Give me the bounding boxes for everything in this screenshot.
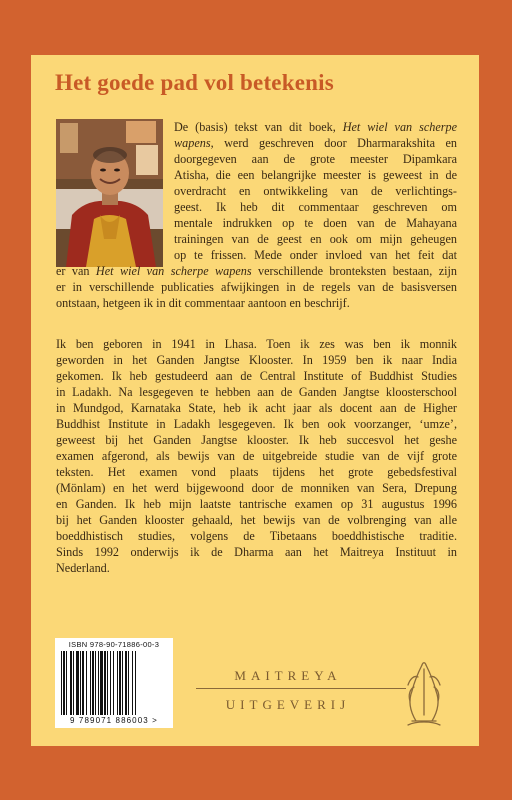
book-title: Het goede pad vol betekenis — [55, 70, 334, 95]
bio-line: Nederland. — [56, 561, 110, 575]
praying-hands-icon — [394, 655, 454, 727]
publisher-divider — [196, 688, 406, 689]
bio-line: boeddhistisch studies, volgens de Tibetaans boeddhistische traditie. — [56, 529, 457, 543]
bio-line: Sinds 1992 onderwijs ik de Dharma aan het Maitreya Instituut in — [56, 545, 457, 559]
intro-line: er van Het wiel van scherpe wapens verschillende bronteksten bestaan, zijn — [56, 264, 457, 278]
bio-line: examen afgerond, als bewijs van de uitgebreide studie van de vijf grote — [56, 449, 457, 463]
intro-line: op te frissen. Mede onder invloed van het feit dat — [174, 248, 457, 262]
intro-line: mentale indrukken op te doen van de Mahayana — [174, 216, 457, 230]
intro-line: overdracht en ontwikkeling van de verlichtings- — [174, 184, 457, 198]
publisher-name: MAITREYA — [234, 668, 342, 683]
bio-line: teksten. Het examen vond plaats tijdens het grote gebedsfestival — [56, 465, 457, 479]
intro-line: ontstaan, hetgeen ik in dit commentaar aantoon en beschrijf. — [56, 296, 350, 310]
intro-line: wapens, werd geschreven door Dharmarakshita en — [174, 136, 457, 150]
bio-line: gekomen. Ik heb gestudeerd aan de Central Institute of Buddhist Studies — [56, 369, 457, 383]
barcode-number: 9 789071 886003 > — [70, 716, 158, 725]
bio-line: bij het Ganden klooster gehaald, het bewijs van de volbrenging van alle — [56, 513, 457, 527]
bio-line: en Ganden. Ik heb mijn laatste tantrische examen op 31 augustus 1996 — [56, 497, 457, 511]
bio-line: Ik ben geboren in 1941 in Lhasa. Toen ik zes was ben ik monnik — [56, 337, 457, 351]
bio-line: in Mundgod, Karnataka State, heb ik acht jaar als docent aan de Higher — [56, 401, 457, 415]
isbn-barcode — [55, 638, 173, 728]
intro-line: geest. Ik heb dit commentaar geschreven om — [174, 200, 457, 214]
intro-line: Atisha, die een belangrijke meester is geweest in de — [174, 168, 457, 182]
intro-line: er in verschillende publicaties afwijkingen in de regels van de basisversen — [56, 280, 457, 294]
intro-line: trainingen van de geest en ook om mijn geheugen — [174, 232, 457, 246]
back-cover-panel — [31, 55, 479, 746]
bio-line: geweest bij het Ganden Jangtse klooster. Ik heb succesvol het geshe — [56, 433, 457, 447]
bio-line: Buddhist Institute in Ladakh lesgegeven. Ik ben ook voorzanger, ‘umze’, — [56, 417, 457, 431]
author-photo — [56, 119, 163, 267]
bio-line: (Mönlam) en het werd bijgewoond door de monniken van Sera, Drepung — [56, 481, 457, 495]
intro-line: doorgegeven aan de grote meester Dipamkara — [174, 152, 457, 166]
isbn-label: ISBN 978-90-71886-00-3 — [68, 640, 160, 649]
barcode-bars — [61, 651, 167, 715]
intro-line: De (basis) tekst van dit boek, Het wiel van scherpe — [174, 120, 457, 134]
publisher-subtitle: UITGEVERIJ — [225, 697, 351, 712]
bio-line: in Ladakh. Na lesgegeven te hebben aan de Ganden Jangtse kloosterschool — [56, 385, 457, 399]
bio-line: geworden in het Ganden Jangtse Klooster. In 1959 ben ik naar India — [56, 353, 457, 367]
